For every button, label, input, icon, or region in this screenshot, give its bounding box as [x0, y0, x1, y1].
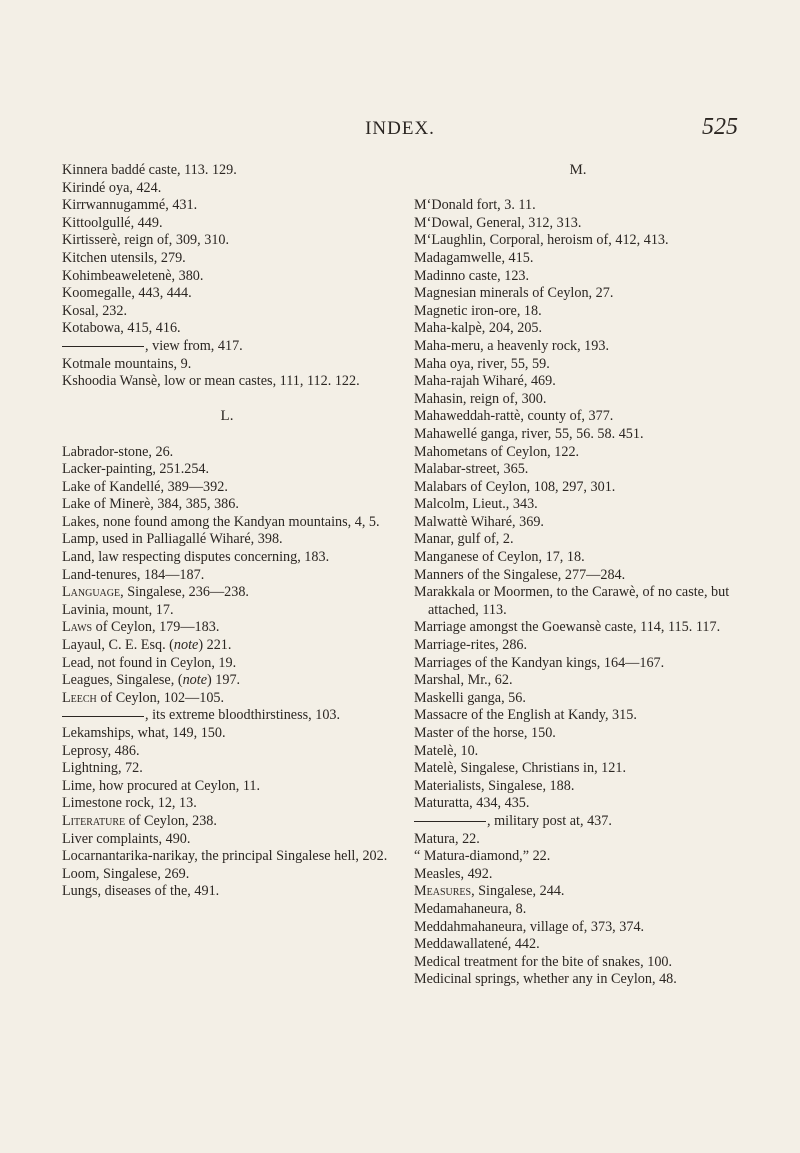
index-entry: Land, law respecting disputes concerning, 183. — [62, 549, 330, 566]
index-entry: Materialists, Singalese, 188. — [414, 777, 575, 794]
index-subentry — [62, 338, 392, 356]
index-entry: Locarnantarika-narikay, the principal Singalese hell, 202. — [62, 848, 388, 865]
index-entry — [62, 672, 392, 690]
index-entry: Mahaweddah-rattè, county of, 377. — [414, 408, 614, 425]
index-entry: Meddawallatené, 442. — [414, 936, 540, 953]
ditto-dash — [62, 716, 144, 717]
entry-text: ) 221. — [198, 637, 232, 654]
index-entry: Kosal, 232. — [62, 302, 128, 319]
index-entry: Mahasin, reign of, 300. — [414, 390, 547, 407]
index-entry: Maha-kalpè, 204, 205. — [414, 320, 543, 337]
index-entry: Lavinia, mount, 17. — [62, 601, 174, 618]
index-entry: Manganese of Ceylon, 17, 18. — [414, 549, 585, 566]
index-entry: Massacre of the English at Kandy, 315. — [414, 707, 637, 724]
index-entry: Manar, gulf of, 2. — [414, 531, 514, 548]
index-entry: Measles, 492. — [414, 865, 493, 882]
index-entry: Magnetic iron-ore, 18. — [414, 302, 542, 319]
entry-heading: Measures — [414, 883, 472, 900]
entry-text: of Ceylon, 102—105. — [96, 689, 225, 706]
index-entry: Mahawellé ganga, river, 55, 56. 58. 451. — [414, 425, 644, 442]
index-entry: Leprosy, 486. — [62, 742, 140, 759]
index-entry: Medical treatment for the bite of snakes, 100. — [414, 953, 673, 970]
entry-text: of Ceylon, 238. — [125, 812, 217, 829]
index-entry — [62, 584, 392, 602]
note-label: note — [173, 637, 199, 654]
index-entry: Kohimbeaweletenè, 380. — [62, 267, 204, 284]
section-letter-m: M. — [569, 162, 587, 178]
index-entry: Labrador-stone, 26. — [62, 443, 174, 460]
entry-text: Layaul, C. E. Esq. ( — [62, 637, 174, 654]
index-entry — [62, 690, 392, 708]
index-entry: Matura, 22. — [414, 830, 480, 847]
entry-text: , Singalese, 236—238. — [120, 584, 249, 601]
index-entry: Malabars of Ceylon, 108, 297, 301. — [414, 478, 616, 495]
index-entry: Lungs, diseases of the, 491. — [62, 883, 220, 900]
index-entry: M‘Laughlin, Corporal, heroism of, 412, 413. — [414, 232, 669, 249]
index-entry: Marakkala or Moormen, to the Carawè, of no caste, but attached, 113. — [414, 584, 730, 618]
index-entry: Lacker-painting, 251.254. — [62, 461, 210, 478]
ditto-dash — [414, 821, 486, 822]
index-entry: Limestone rock, 12, 13. — [62, 795, 197, 812]
index-entry: Magnesian minerals of Ceylon, 27. — [414, 285, 614, 302]
index-entry: Lead, not found in Ceylon, 19. — [62, 654, 237, 671]
index-entry: Marriages of the Kandyan kings, 164—167. — [414, 654, 665, 671]
index-subentry — [62, 707, 392, 725]
index-entry: Lekamships, what, 149, 150. — [62, 725, 226, 741]
index-entry: Master of the horse, 150. — [414, 725, 556, 741]
section-letter-l: L. — [220, 408, 234, 425]
index-entry: Medicinal springs, whether any in Ceylon, 48. — [414, 971, 677, 988]
entry-heading: Leech — [62, 689, 97, 706]
index-entry: Matelè, Singalese, Christians in, 121. — [414, 760, 626, 777]
subentry-text: , military post at, 437. — [487, 812, 612, 829]
subentry-text: , view from, 417. — [145, 337, 243, 354]
index-entry: Land-tenures, 184—187. — [62, 566, 205, 583]
index-entry: Marshal, Mr., 62. — [414, 672, 513, 689]
index-entry: Maskelli ganga, 56. — [414, 689, 526, 706]
index-entry: Madagamwelle, 415. — [414, 249, 534, 266]
index-entry: Maha-meru, a heavenly rock, 193. — [414, 337, 610, 354]
index-entry: Marriage-rites, 286. — [414, 637, 528, 654]
index-entry: Malwattè Wiharé, 369. — [414, 513, 544, 530]
index-entry — [62, 619, 392, 637]
index-entry: Marriage amongst the Goewansè caste, 114, 115. 117. — [414, 619, 721, 636]
index-entry: Loom, Singalese, 269. — [62, 865, 190, 882]
index-entry: Lime, how procured at Ceylon, 11. — [62, 777, 261, 794]
index-entry: Maha oya, river, 55, 59. — [414, 355, 550, 372]
index-entry — [62, 813, 392, 831]
index-entry: M‘Dowal, General, 312, 313. — [414, 214, 582, 231]
index-entry: Kshoodia Wansè, low or mean castes, 111, 112. 122. — [62, 373, 360, 390]
index-entry: Malabar-street, 365. — [414, 461, 529, 478]
index-entry: Kirtisserè, reign of, 309, 310. — [62, 232, 230, 249]
right-column — [414, 162, 742, 989]
index-entry: Lake of Minerè, 384, 385, 386. — [62, 496, 239, 513]
index-entry: Medamahaneura, 8. — [414, 900, 527, 917]
entry-text: of Ceylon, 179—183. — [92, 619, 220, 636]
entry-text: Leagues, Singalese, ( — [62, 672, 183, 689]
index-entry: Maturatta, 434, 435. — [414, 795, 530, 812]
subentry-text: , its extreme bloodthirstiness, 103. — [145, 707, 341, 724]
index-subentry — [414, 813, 742, 831]
index-entry: Lakes, none found among the Kandyan mountains, 4, 5. — [62, 513, 380, 530]
index-entry: Maha-rajah Wiharé, 469. — [414, 373, 556, 390]
ditto-dash — [62, 346, 144, 347]
index-entry: Kirindé oya, 424. — [62, 179, 162, 196]
index-entry: Kotabowa, 415, 416. — [62, 320, 181, 337]
index-entry: Kirrwannugammé, 431. — [62, 197, 198, 214]
index-entry: Meddahmahaneura, village of, 373, 374. — [414, 918, 645, 935]
index-entry: Madinno caste, 123. — [414, 267, 530, 284]
index-entry: M‘Donald fort, 3. 11. — [414, 197, 536, 214]
index-entry: Koomegalle, 443, 444. — [62, 285, 192, 302]
entry-text: , Singalese, 244. — [471, 883, 565, 900]
index-entry: Kotmale mountains, 9. — [62, 355, 192, 372]
index-entry: “ Matura-diamond,” 22. — [414, 848, 551, 865]
index-entry: Lamp, used in Palliagallé Wiharé, 398. — [62, 531, 283, 548]
entry-heading: Language — [62, 584, 121, 601]
index-entry: Mahometans of Ceylon, 122. — [414, 443, 580, 460]
index-entry: Lake of Kandellé, 389—392. — [62, 478, 228, 495]
note-label: note — [182, 672, 207, 689]
page-number: 525 — [702, 114, 738, 140]
entry-heading: Laws — [62, 619, 93, 636]
index-entry: Manners of the Singalese, 277—284. — [414, 566, 626, 583]
running-title: INDEX. — [365, 118, 435, 139]
index-entry: Lightning, 72. — [62, 760, 143, 777]
index-entry: Matelè, 10. — [414, 742, 479, 759]
index-entry: Kinnera baddé caste, 113. 129. — [62, 162, 237, 178]
index-entry: Liver complaints, 490. — [62, 830, 191, 847]
page-header — [0, 114, 800, 154]
index-entry: Malcolm, Lieut., 343. — [414, 496, 538, 513]
left-column — [62, 162, 392, 901]
index-entry: Kittoolgullé, 449. — [62, 214, 163, 231]
index-entry — [414, 883, 742, 901]
index-entry: Kitchen utensils, 279. — [62, 249, 186, 266]
entry-heading: Literature — [62, 812, 126, 829]
index-entry — [62, 637, 392, 655]
entry-text: ) 197. — [207, 672, 241, 689]
